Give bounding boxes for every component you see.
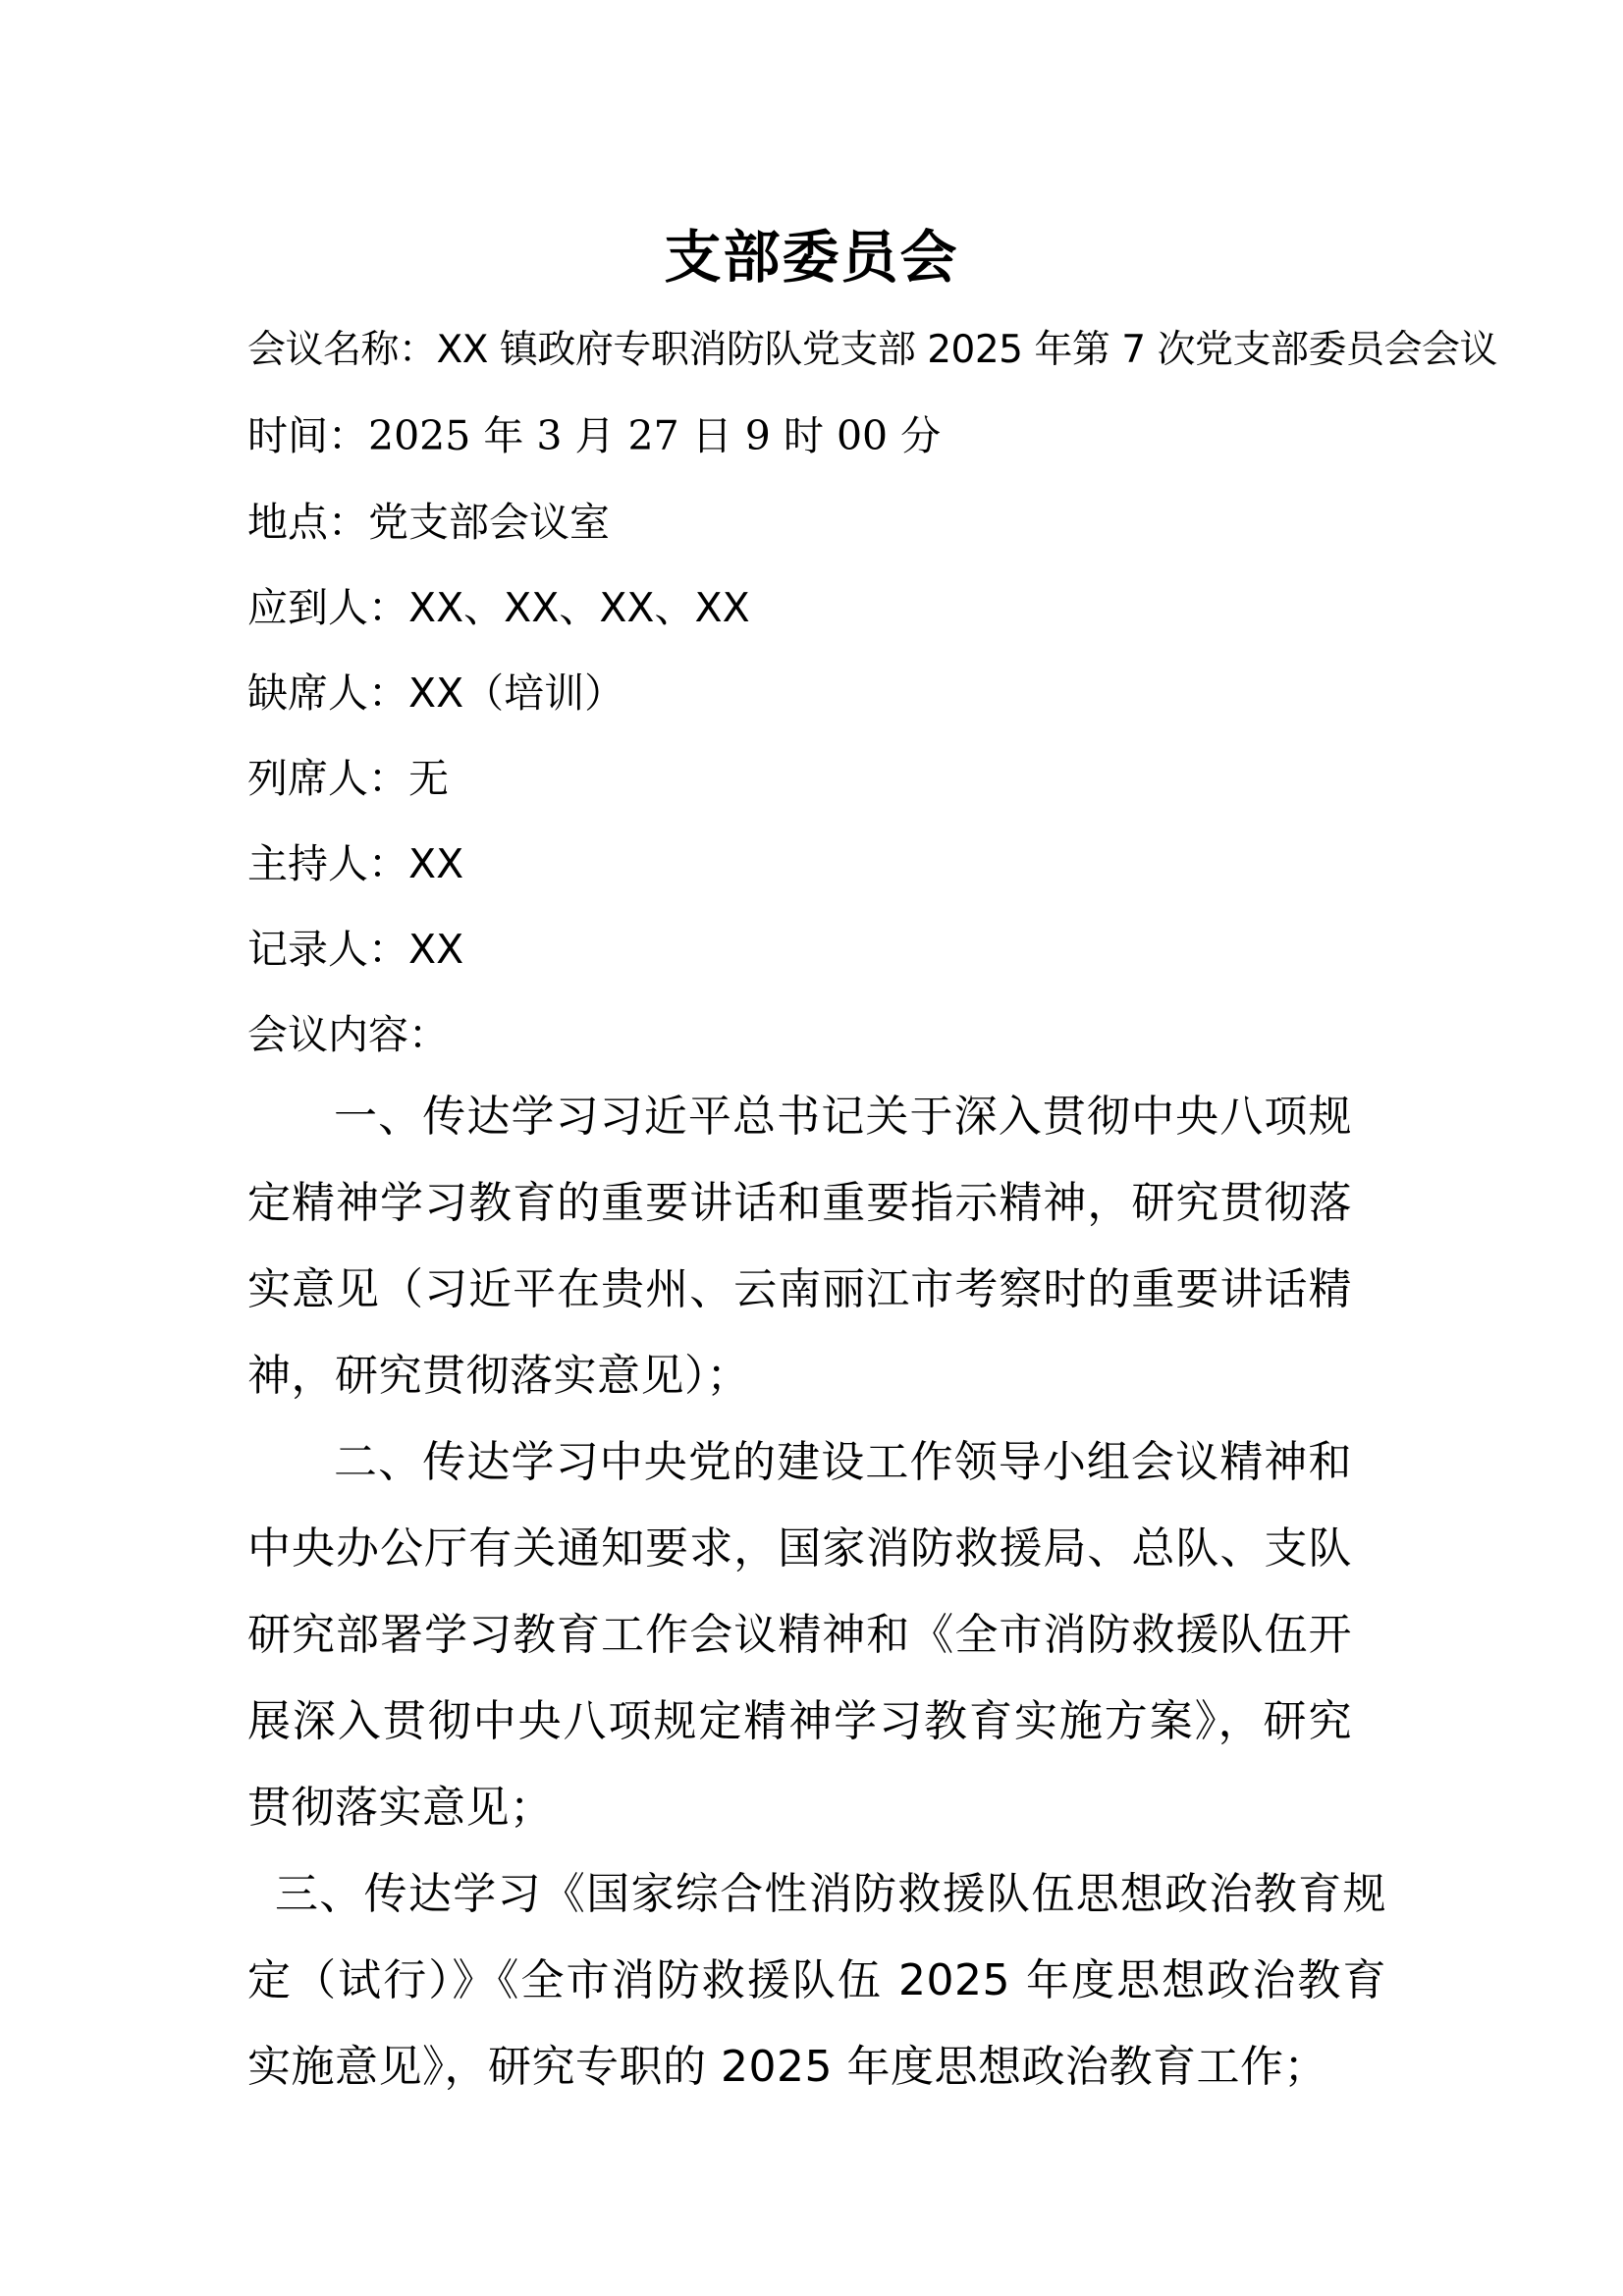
agenda-item-1: 一、传达学习习近平总书记关于深入贯彻中央八项规定精神学习教育的重要讲话和重要指示精神，研究贯彻落实意见（习近平在贵州、云南丽江市考察时的重要讲话精神，研究贯彻落实意见）； [247,1092,1352,1401]
meeting-place-label: 地点： [247,499,368,546]
meeting-place-field [247,493,1406,552]
recorder-label: 记录人： [247,926,408,973]
meeting-content-heading [247,1005,1406,1064]
meeting-time-label: 时间： [247,412,368,459]
attendees-value: 无 [408,755,449,802]
recorder-value: XX [408,926,464,973]
meeting-name-label: 会议名称： [247,328,437,372]
host-field [247,834,1406,893]
meeting-content-label: 会议内容： [247,1011,449,1058]
should-attend-label: 应到人： [247,584,408,631]
host-value: XX [408,840,464,887]
meeting-name-field [247,321,1498,380]
meeting-time-value: 2025 年 3 月 27 日 9 时 00 分 [368,412,942,459]
recorder-field [247,920,1406,979]
should-attend-value: XX、XX、XX、XX [408,584,750,631]
absent-value: XX（培训） [408,669,625,717]
absent-label: 缺席人： [247,669,408,717]
meeting-place-value: 党支部会议室 [368,499,610,546]
meeting-name-value: XX 镇政府专职消防队党支部 2025 年第 7 次党支部委员会会议 [436,328,1498,372]
meeting-time-field [247,406,1406,465]
document-title: 支部委员会 [664,224,959,291]
absent-field [247,664,1406,722]
host-label: 主持人： [247,840,408,887]
attendees-field [247,749,1406,808]
agenda-item-3: 三、传达学习《国家综合性消防救援队伍思想政治教育规定（试行）》《全市消防救援队伍 2025 年度思想政治教育实施意见》，研究专职的 2025 年度思想政治教育工作； [247,1869,1386,2092]
attendees-label: 列席人： [247,755,408,802]
agenda-item-2: 二、传达学习中央党的建设工作领导小组会议精神和中央办公厅有关通知要求，国家消防救援局、总队、支队研究部署学习教育工作会议精神和《全市消防救援队伍开展深入贯彻中央八项规定精神学习教育实施方案》，研究贯彻落实意见； [247,1437,1352,1833]
should-attend-field [247,578,1406,637]
